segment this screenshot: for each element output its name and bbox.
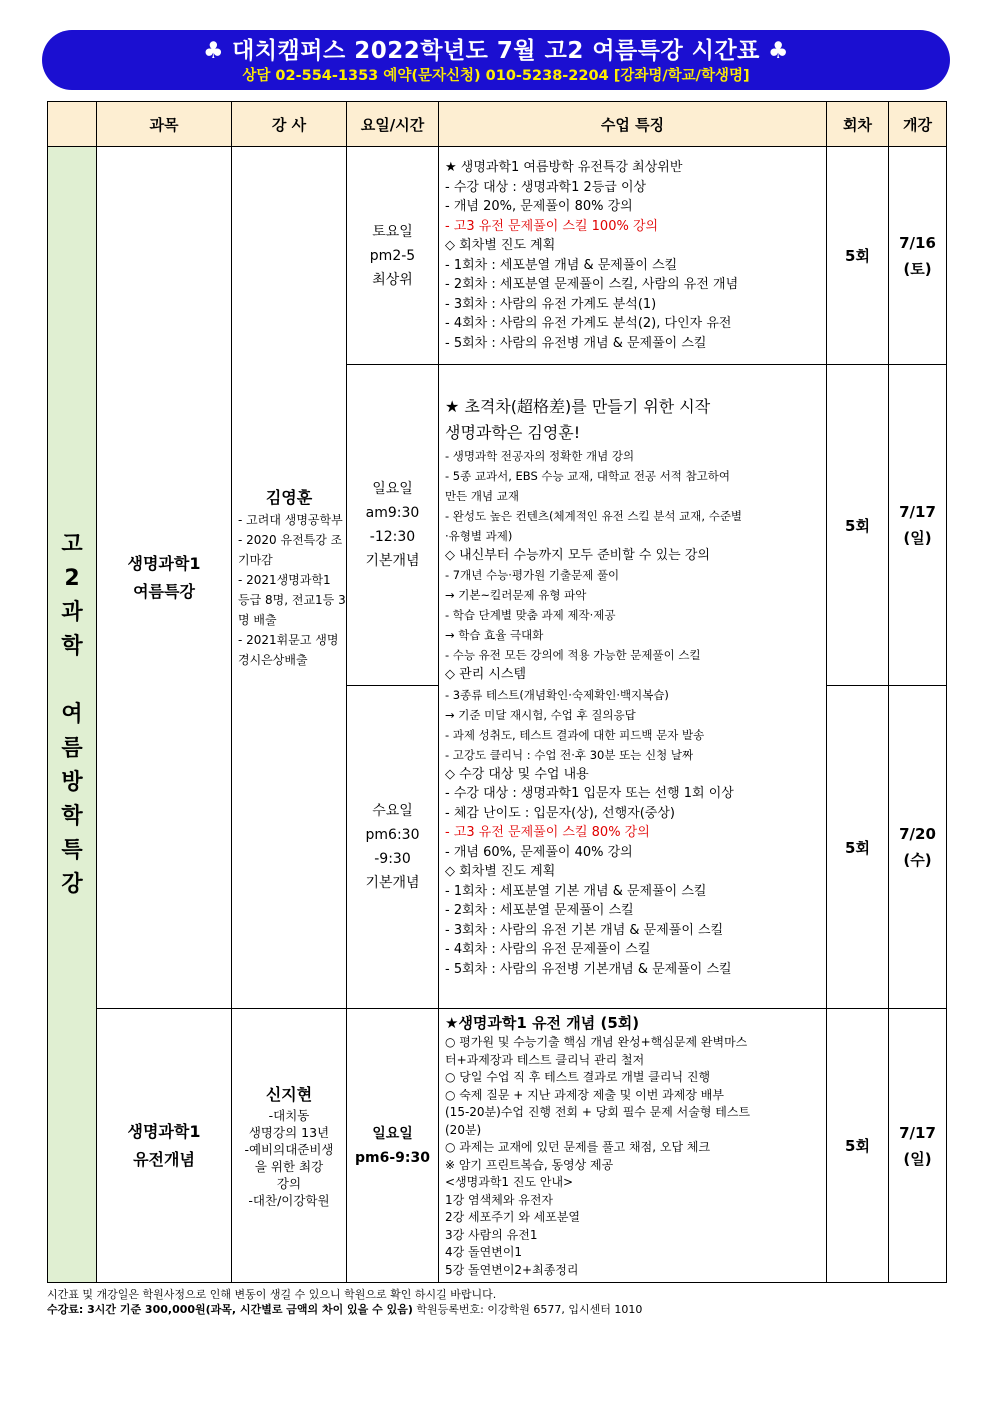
feature-line: ○ 과제는 교재에 있던 문제를 풀고 채점, 오답 체크 [445,1140,711,1154]
feature-line: 4강 돌연변이1 [445,1245,523,1259]
header-day-time: 요일/시간 [347,102,439,147]
header-start: 개강 [889,102,947,147]
feature-line: → 학습 효율 극대화 [445,628,544,643]
timetable [47,101,947,1283]
day-line: 기본개념 [365,875,420,891]
footer-notes [47,1287,642,1317]
start-weekday: (일) [903,529,932,547]
side-label [48,147,97,1283]
start-cell [889,686,947,1009]
feature-line: 만든 개념 교재 [445,488,519,503]
header-teacher: 강 사 [232,102,347,147]
feature-line: ○ 평가원 및 수능기출 핵심 개념 완성+핵심문제 완벽마스 [445,1035,748,1049]
feature-line: - 5회차 : 사람의 유전병 기본개념 & 문제풀이 스킬 [445,961,732,977]
feature-line: - 개념 60%, 문제풀이 40% 강의 [445,844,633,860]
bio-line: 을 위한 최강 [254,1158,324,1174]
feature-line: - 수강 대상 : 생명과학1 입문자 또는 선행 1회 이상 [445,786,734,802]
sessions-cell: 5회 [827,686,889,1009]
feature-line: - 4회차 : 사람의 유전 가계도 분석(2), 다인자 유전 [445,316,732,331]
side-char: 과 [61,599,83,625]
feature-line: 생명과학은 김영훈! [445,422,581,442]
teacher-name: 신지현 [265,1084,313,1104]
side-char: 특 [61,837,83,863]
bio-line: 강의 [276,1175,302,1191]
feature-line: - 완성도 높은 컨텐츠(체계적인 유전 스킬 분석 교재, 수준별 [445,508,743,523]
header-features: 수업 특징 [439,102,827,147]
footer-line: 시간표 및 개강일은 학원사정으로 인해 변동이 생길 수 있으니 학원으로 확인 하시길 바랍니다. [47,1288,497,1301]
club-icon: ♣ [767,38,789,64]
day-line: pm6-9:30 [355,1149,430,1166]
bio-line: 생명강의 13년 [248,1124,330,1140]
subject-line: 유전개념 [133,1149,195,1169]
side-char: 름 [61,735,83,761]
feature-line: → 기본~킬러문제 유형 파악 [445,588,587,603]
start-weekday: (토) [903,259,932,278]
bio-line: -대치동 [268,1107,310,1123]
bio-line: - 2021생명과학1 등급 8명, 전교1등 3명 배출 [238,572,346,627]
feature-line: - 학습 단계별 맞춤 과제 제작·제공 [445,608,616,623]
fee-text: 수강료: 3시간 기준 300,000원(과목, 시간별로 금액의 차이 있을 수 있음) [47,1303,413,1316]
feature-line: → 기준 미달 재시험, 수업 후 질의응답 [445,707,636,722]
registration-text: 학원등록번호: 이강학원 6577, 입시센터 1010 [412,1303,643,1316]
feature-line: 5강 돌연변이2+최종정리 [445,1262,579,1277]
features-cell [439,1009,827,1283]
side-char: 강 [61,871,83,897]
feature-line: - 개념 20%, 문제풀이 80% 강의 [445,199,633,214]
feature-line: ·유형별 과제) [445,528,513,543]
feature-line: - 3회차 : 사람의 유전 가계도 분석(1) [445,296,657,312]
side-char [48,664,96,698]
feature-line: - 생명과학 전공자의 정확한 개념 강의 [445,448,635,463]
feature-line: - 5종 교과서, EBS 수능 교재, 대학교 전공 서적 참고하여 [445,468,730,483]
feature-line: ※ 암기 프린트복습, 동영상 제공 [445,1157,614,1172]
day-line: -12:30 [369,529,416,545]
day-time-cell [347,147,439,365]
feature-line: ◇ 내신부터 수능까지 모두 준비할 수 있는 강의 [445,547,710,563]
feature-line: <생명과학1 진도 안내> [445,1175,574,1189]
club-icon: ♣ [202,38,225,64]
bio-line: -예비의대준비생 [244,1141,334,1157]
bio-line: - 2020 유전특강 조기마감 [238,532,343,567]
feature-line: 2강 세포주기 와 세포분열 [445,1210,580,1224]
feature-line: - 2회차 : 세포분열 문제풀이 스킬, 사람의 유전 개념 [445,277,739,292]
feature-line: - 수능 유전 모든 강의에 적용 가능한 문제풀이 스킬 [445,648,701,663]
start-date: 7/17 [899,1123,936,1142]
side-char: 고 [61,531,83,557]
header-row [48,102,947,147]
day-time-cell [347,1009,439,1283]
header-subject: 과목 [97,102,232,147]
side-char: 2 [64,565,80,591]
features-cell [439,365,827,1009]
feature-line: - 3회차 : 사람의 유전 기본 개념 & 문제풀이 스킬 [445,922,724,938]
table-row [48,147,947,365]
subject-line: 여름특강 [133,581,195,601]
header-sessions: 회차 [827,102,889,147]
day-line: am9:30 [365,505,420,521]
day-line: 최상위 [372,271,413,288]
start-cell [889,1009,947,1283]
feature-line: - 4회차 : 사람의 유전 문제풀이 스킬 [445,942,651,958]
feature-line: - 고3 유전 문제풀이 스킬 80% 강의 [445,825,650,841]
feature-line: ★ 생명과학1 여름방학 유전특강 최상위반 [445,160,683,175]
teacher-bio [232,510,346,670]
subject-line: 생명과학1 [127,553,201,573]
subject-line: 생명과학1 [127,1121,201,1141]
table-row [48,1009,947,1283]
feature-line: 터+과제장과 테스트 클리닉 관리 철저 [445,1052,645,1067]
feature-line: - 2회차 : 세포분열 문제풀이 스킬 [445,903,634,919]
sessions-cell: 5회 [827,1009,889,1283]
teacher-name: 김영훈 [265,487,313,507]
feature-line: - 과제 성취도, 테스트 결과에 대한 피드백 문자 발송 [445,727,705,742]
start-date: 7/17 [899,503,936,521]
feature-line: ◇ 회차별 진도 계획 [445,238,556,253]
side-char: 여 [61,701,83,727]
day-time-cell [347,365,439,686]
teacher-bio [232,1107,346,1209]
feature-line: 1강 염색체와 유전자 [445,1192,554,1207]
start-date: 7/20 [899,825,936,843]
sessions-cell: 5회 [827,365,889,686]
bio-line: - 2021휘문고 생명경시은상배출 [238,632,339,667]
day-line: 일요일 [372,1125,413,1142]
feature-line: ○ 숙제 질문 + 지난 과제장 제출 및 이번 과제장 배부 [445,1087,724,1102]
subject-cell [97,1009,232,1283]
feature-line: ○ 당일 수업 직 후 테스트 결과로 개별 클리닉 진행 [445,1070,711,1084]
feature-line: (15-20분)수업 진행 전회 + 당회 필수 문제 서술형 테스트 [445,1105,751,1119]
banner-title-text: 대치캠퍼스 2022학년도 7월 고2 여름특강 시간표 [232,38,760,64]
side-char: 방 [61,769,83,795]
day-line: 일요일 [372,481,413,497]
feature-line: - 1회차 : 세포분열 개념 & 문제풀이 스킬 [445,257,678,273]
start-cell [889,147,947,365]
banner-title [42,36,950,66]
feature-line: ◇ 수강 대상 및 수업 내용 [445,766,589,782]
feature-line: - 1회차 : 세포분열 기본 개념 & 문제풀이 스킬 [445,883,707,899]
feature-line: - 7개년 수능·평가원 기출문제 풀이 [445,568,620,583]
start-date: 7/16 [899,233,936,252]
day-line: 기본개념 [365,553,420,569]
bio-line: - 고려대 생명공학부 [238,512,343,527]
feature-line: ★ 초격차(超格差)를 만들기 위한 시작 [445,396,711,416]
day-time-cell [347,686,439,1009]
footer-line [47,1302,642,1317]
day-line: pm2-5 [369,247,416,264]
day-line: 토요일 [372,223,413,240]
feature-line: - 체감 난이도 : 입문자(상), 선행자(중상) [445,805,675,821]
sessions-cell: 5회 [827,147,889,365]
feature-line: ◇ 관리 시스템 [445,667,527,683]
title-banner [42,30,950,90]
subject-cell [97,147,232,1009]
teacher-cell [232,147,347,1009]
start-weekday: (수) [903,851,932,869]
feature-line: - 3종류 테스트(개념확인·숙제확인·백지복습) [445,687,669,702]
side-char: 학 [61,803,83,829]
feature-line: 3강 사람의 유전1 [445,1227,538,1242]
day-line: pm6:30 [365,827,420,843]
header-blank [48,102,97,147]
feature-line: ★생명과학1 유전 개념 (5회) [445,1014,640,1032]
feature-line: ◇ 회차별 진도 계획 [445,864,556,880]
feature-line: - 수강 대상 : 생명과학1 2등급 이상 [445,179,647,195]
side-char: 학 [61,633,83,659]
feature-line: - 고3 유전 문제풀이 스킬 100% 강의 [445,218,659,234]
banner-subtitle: 상담 02-554-1353 예약(문자신청) 010-5238-2204 [강좌명/학교/학생명] [242,68,750,84]
start-cell [889,365,947,686]
day-line: -9:30 [374,851,411,867]
feature-line: - 고강도 클리닉 : 수업 전·후 30분 또는 신청 날짜 [445,747,694,762]
side-label-text [48,528,96,902]
day-line: 수요일 [372,803,413,819]
feature-line: - 5회차 : 사람의 유전병 개념 & 문제풀이 스킬 [445,335,707,351]
teacher-cell [232,1009,347,1283]
features-cell [439,147,827,365]
start-weekday: (일) [903,1149,932,1168]
bio-line: -대찬/이강학원 [248,1192,330,1208]
feature-line: (20분) [445,1122,482,1137]
